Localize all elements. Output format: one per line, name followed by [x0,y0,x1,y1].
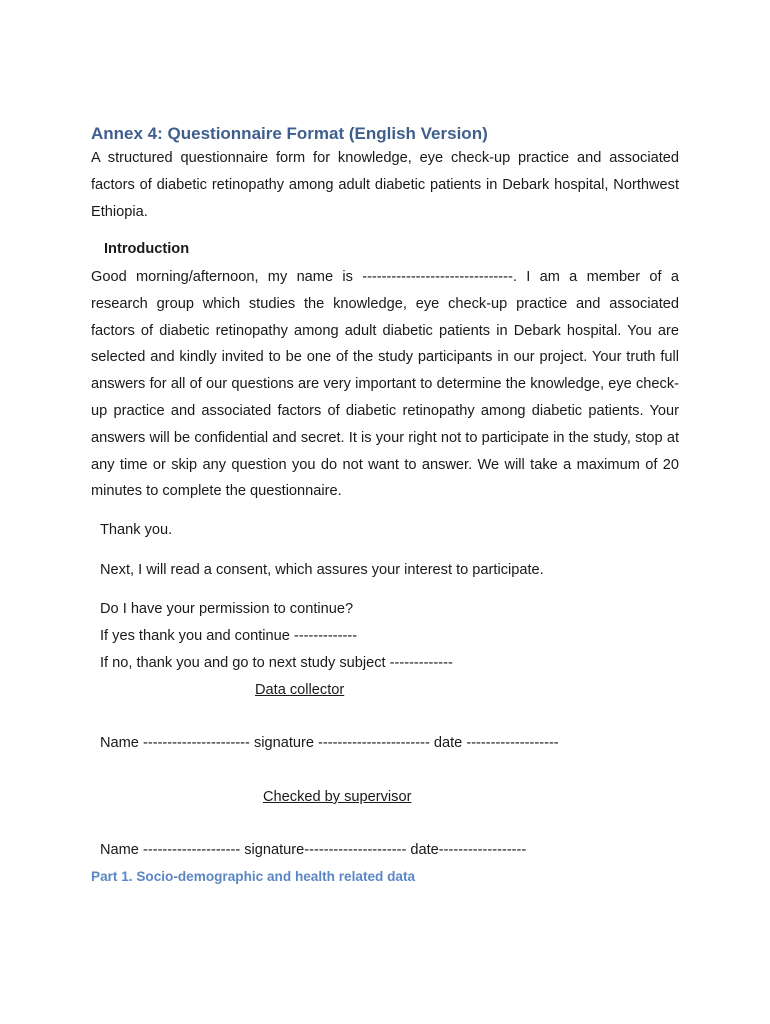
if-yes-line: If yes thank you and continue ------------- [100,628,358,644]
data-collector-heading: Data collector [255,682,345,698]
supervisor-fields: Name -------------------- signature--------------------- date------------------ [100,842,527,858]
annex-title: Annex 4: Questionnaire Format (English Version) [91,124,488,143]
if-no-line: If no, thank you and go to next study subject ------------- [100,655,453,671]
introduction-title: Introduction [104,241,190,257]
data-collector-fields: Name ---------------------- signature ----------------------- date ------------------- [100,735,559,751]
questionnaire-description: A structured questionnaire form for knowledge, eye check-up practice and associated factors of diabetic retinopathy among adult diabetic patients in Debark hospital, Northwest Ethiopia. [91,150,679,220]
permission-question: Do I have your permission to continue? [100,601,354,617]
thank-you-text: Thank you. [100,522,173,538]
supervisor-heading: Checked by supervisor [263,789,412,805]
part1-title: Part 1. Socio-demographic and health related data [91,869,416,884]
introduction-body: Good morning/afternoon, my name is -------------------------------. I am a member of a research group which studies the knowledge, eye check-up practice and associated factors of diabetic retinopathy among adult diabetic patients in Debark hospital. You are selected and kindly invited to be one of the study participants in our project. Your truth full answers for all of our questions are very important to determine the knowledge, eye check-up practice and associated factors of diabetic retinopathy among diabetic patients. Your answers will be confidential and secret. It is your right not to participate in the study, stop at any time or skip any question you do not want to answer. We will take a maximum of 20 minutes to complete the questionnaire. [91,269,679,500]
consent-note: Next, I will read a consent, which assures your interest to participate. [100,562,544,578]
